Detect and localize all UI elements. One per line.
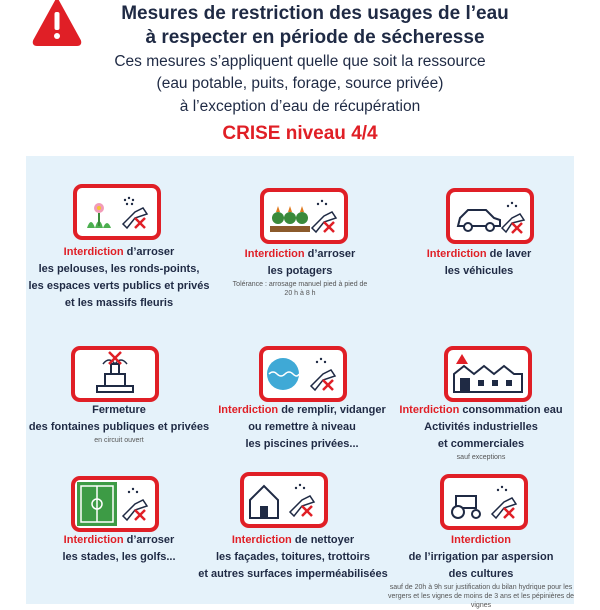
tractor-irrigation-icon: [440, 474, 528, 530]
card-line: et les massifs fleuris: [64, 297, 174, 309]
card-line: les stades, les golfs...: [62, 551, 176, 563]
fountain-icon: [71, 346, 159, 402]
subtitle-line-2: (eau potable, puits, forage, source privée): [156, 75, 444, 92]
swimming-pool-icon: [259, 346, 347, 402]
restriction-card-irrigation: [388, 472, 574, 609]
car-washing-icon: [446, 188, 534, 244]
card-line: de l’irrigation par aspersion: [408, 551, 554, 563]
card-heading: Fermeture: [92, 404, 146, 416]
card-note: en circuit ouvert: [94, 437, 144, 444]
page-title-line-1: Mesures de restriction des usages de l’eau: [121, 3, 509, 24]
card-keyword: Interdiction: [218, 404, 279, 416]
subtitle-line-1: Ces mesures s’appliquent quelle que soit la ressource: [114, 53, 486, 70]
card-note: sauf exceptions: [456, 454, 506, 461]
restriction-card-fountains: [26, 342, 212, 452]
card-keyword: Interdiction: [231, 534, 292, 546]
card-keyword: Interdiction: [426, 248, 487, 260]
card-line: les pelouses, les ronds-points,: [38, 263, 200, 275]
card-keyword: Interdiction: [63, 534, 124, 546]
card-line: les espaces verts publics et privés: [28, 280, 210, 292]
card-keyword: Interdiction: [399, 404, 460, 416]
restriction-card-vegetable-gardens: Interdiction d’arroser les potagers Tolérance : arrosage manuel pied à pied de 20 h à 8 h: [207, 184, 393, 324]
restriction-card-vehicles: Interdiction de laver les véhicules: [386, 184, 572, 324]
industrial-building-icon: [444, 346, 532, 402]
card-line: Activités industrielles: [424, 421, 538, 433]
card-line: ou remettre à niveau: [248, 421, 356, 433]
card-line: les façades, toitures, trottoirs: [215, 551, 371, 563]
crisis-level: CRISE niveau 4/4: [222, 123, 378, 144]
subtitle-line-3: à l’exception d’eau de récupération: [179, 98, 421, 115]
card-line: des fontaines publiques et privées: [28, 421, 210, 433]
restriction-card-stadiums: Interdiction d’arroser les stades, les golfs...: [26, 472, 212, 582]
page-title-line-2: à respecter en période de sécheresse: [145, 27, 485, 48]
card-keyword: Interdiction: [244, 248, 305, 260]
card-line: des cultures: [448, 568, 514, 580]
card-line: et commerciales: [437, 438, 525, 450]
card-line: et autres surfaces imperméabilisées: [198, 568, 388, 580]
restriction-card-pools: Interdiction de remplir, vidanger ou remettre à niveau les piscines privées...: [209, 342, 395, 452]
card-keyword: Interdiction: [451, 534, 511, 546]
card-line: les véhicules: [444, 265, 514, 277]
house-cleaning-icon: [240, 472, 328, 528]
card-keyword: Interdiction: [63, 246, 124, 258]
restrictions-panel: [26, 156, 574, 609]
card-line: les potagers: [267, 265, 333, 277]
sports-field-watering-icon: [71, 476, 159, 532]
vegetable-garden-watering-icon: [260, 188, 348, 244]
restriction-card-industry: Interdiction consommation eau Activités industrielles et commerciales sauf exceptions: [388, 342, 574, 452]
card-line: les piscines privées...: [245, 438, 359, 450]
garden-flowers-watering-icon: [73, 184, 161, 240]
card-note: Tolérance : arrosage manuel pied à pied de 20 h à 8 h: [232, 281, 368, 297]
restriction-card-surfaces: Interdiction de nettoyer les façades, toitures, trottoirs et autres surfaces imperméabilisées: [200, 472, 386, 592]
header: [0, 0, 600, 150]
card-note: sauf de 20h à 9h sur justification du bilan hydrique pour les vergers et les vignes de moins de 3 ans et les pépinières de vignes: [388, 584, 574, 609]
restriction-card-lawns: Interdiction d’arroser les pelouses, les ronds-points, les espaces verts publics et privés et les massifs fleuris: [26, 184, 212, 324]
